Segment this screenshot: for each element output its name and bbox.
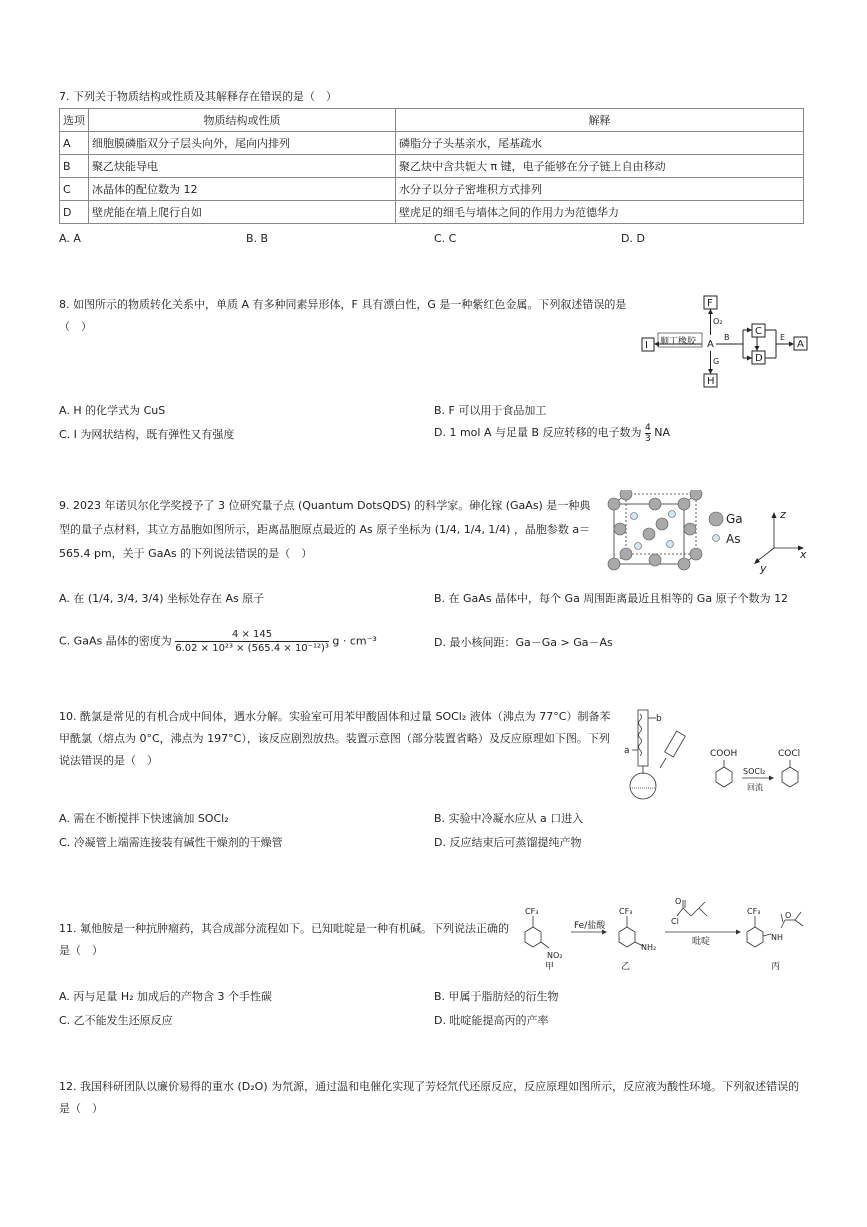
q7-option-a[interactable]: A. A xyxy=(59,232,81,245)
q8-label-a: A xyxy=(707,339,714,350)
q8-option-b[interactable]: B. F 可以用于食品加工 xyxy=(434,404,547,417)
q9-option-c-fraction xyxy=(175,628,329,655)
q8-label-o2: O₂ xyxy=(713,317,723,326)
q7-table xyxy=(59,108,804,224)
q11-cf3-jia: CF₃ xyxy=(525,907,539,916)
q8-label-g: G xyxy=(713,357,720,366)
q9-stem-text: 9. 2023 年诺贝尔化学奖授予了 3 位研究量子点 (Quantum DotsQDS) 的科学家。砷化镓 (GaAs) 是一种典型的量子点材料，其立方晶胞如图所示，距离晶胞原点最近的 As 原子坐标为 xyxy=(59,499,591,536)
q8-conversion-diagram xyxy=(636,292,816,392)
q9-stem-text-2: ，晶胞参数 a＝565.4 pm，关于 GaAs 的下列说法错误的是（ ） xyxy=(59,523,591,560)
q8-option-d-text: D. 1 mol A 与足量 B 反应转移的电子数为 xyxy=(434,426,642,439)
q9-option-a-text: A. 在 xyxy=(59,592,85,605)
q12-stem: 12. 我国科研团队以廉价易得的重水 (D₂O) 为氘源，通过温和电催化实现了芳烃氘代还原反应，反应原理如图所示，反应液为酸性环境。下列叙述错误的是（ ） xyxy=(59,1080,800,1115)
q9-legend-ga: Ga xyxy=(726,512,743,526)
table-header-row xyxy=(60,109,804,132)
q10-label-a: a xyxy=(624,746,630,756)
fraction-numerator: 4 × 145 xyxy=(175,628,329,642)
q8-option-d-fraction xyxy=(645,423,651,444)
q8-label-e: E xyxy=(780,333,786,342)
q11-cf3-bing: CF₃ xyxy=(747,907,761,916)
q10-option-d[interactable]: D. 反应结束后可蒸馏提纯产物 xyxy=(434,836,582,849)
q10-apparatus-diagram xyxy=(622,704,822,802)
q11-reagent-1: Fe/盐酸 xyxy=(574,921,606,931)
q11-cf3-yi: CF₃ xyxy=(619,907,633,916)
q9-option-c-unit: g · cm⁻³ xyxy=(332,634,377,648)
table-cell: C xyxy=(60,178,89,201)
q11-stem: 11. 氟他胺是一种抗肿瘤药，其合成部分流程如下。已知吡啶是一种有机碱。下列说法正确的是（ ） xyxy=(59,922,509,957)
q8-option-d-unit: NA xyxy=(654,426,671,439)
table-cell: 聚乙炔能导电 xyxy=(89,155,396,178)
q7-option-d[interactable]: D. D xyxy=(621,232,645,245)
q11-label-bing: 丙 xyxy=(771,962,781,972)
q9-as-coordinate: (1/4, 1/4, 1/4) xyxy=(434,523,511,536)
q9-axis-z: z xyxy=(780,508,786,521)
q9-option-c[interactable] xyxy=(59,628,377,655)
q11-o-acyl: O xyxy=(675,897,682,906)
q9-option-b[interactable]: B. 在 GaAs 晶体中，每个 Ga 周围距离最近且相等的 Ga 原子个数为 12 xyxy=(434,592,789,605)
q10-condition: 回流 xyxy=(747,783,763,792)
q8-option-c[interactable]: C. I 为网状结构，既有弹性又有强度 xyxy=(59,428,235,441)
q11-cl: Cl xyxy=(671,917,679,926)
q8-label-h: H xyxy=(707,376,715,387)
q8-label-f: F xyxy=(707,298,713,309)
q11-synthesis-scheme xyxy=(515,896,815,976)
q10-label-cooh: COOH xyxy=(710,749,738,759)
q11-no2: NO₂ xyxy=(547,951,563,960)
q10-option-b[interactable]: B. 实验中冷凝水应从 a 口进入 xyxy=(434,812,584,825)
q9-option-c-text: C. GaAs 晶体的密度为 xyxy=(59,634,172,648)
q8-stem: 8. 如图所示的物质转化关系中，单质 A 有多种同素异形体，F 具有漂白性，G 是一种紫红色金属。下列叙述错误的是（ ） xyxy=(59,298,627,333)
table-header: 物质结构或性质 xyxy=(89,109,396,132)
table-cell: A xyxy=(60,132,89,155)
q8-label-a2: A xyxy=(797,339,804,350)
q11-option-a[interactable]: A. 丙与足量 H₂ 加成后的产物含 3 个手性碳 xyxy=(59,990,272,1003)
q11-option-d[interactable]: D. 吡啶能提高丙的产率 xyxy=(434,1014,549,1027)
q8-label-rubber: 顺丁橡胶 xyxy=(660,337,697,347)
q9-option-a-text-2: 坐标处存在 As 原子 xyxy=(167,592,265,605)
q9-axis-y: y xyxy=(760,562,767,575)
q7-stem: 7. 下列关于物质结构或性质及其解释存在错误的是（ ） xyxy=(59,90,337,103)
q9-stem xyxy=(59,494,599,566)
q11-nh: NH xyxy=(771,933,783,942)
q11-reagent-2: 吡啶 xyxy=(692,937,711,947)
table-row xyxy=(60,155,804,178)
fraction-denominator: 3 xyxy=(645,433,651,444)
q9-option-d[interactable]: D. 最小核间距：Ga－Ga > Ga－As xyxy=(434,636,613,649)
table-header: 选项 xyxy=(60,109,89,132)
q11-nh2: NH₂ xyxy=(641,943,657,952)
table-cell: 壁虎能在墙上爬行自如 xyxy=(89,201,396,224)
q8-option-d[interactable] xyxy=(434,421,670,445)
q7-option-b[interactable]: B. B xyxy=(246,232,269,245)
q9-option-a[interactable] xyxy=(59,590,264,606)
q11-label-yi: 乙 xyxy=(621,962,631,972)
table-row xyxy=(60,201,804,224)
q11-o-amide: O xyxy=(785,911,792,920)
q9-legend-as: As xyxy=(726,532,741,546)
q10-stem: 10. 酰氯是常见的有机合成中间体，遇水分解。实验室可用苯甲酸固体和过量 SOCl₂ 液体（沸点为 77°C）制备苯甲酰氯（熔点为 0°C，沸点为 197°C），该反应剧烈放热。装置示意图（部分装置省略）及反应原理如下图。下列说法错误的是（ ） xyxy=(59,710,611,767)
fraction-denominator: 6.02 × 10²³ × (565.4 × 10⁻¹²)³ xyxy=(175,643,329,654)
q10-option-c[interactable]: C. 冷凝管上端需连接装有碱性干燥剂的干燥管 xyxy=(59,836,283,849)
q8-label-d: D xyxy=(755,353,763,364)
q8-label-b: B xyxy=(724,333,730,342)
table-cell: 水分子以分子密堆积方式排列 xyxy=(396,178,804,201)
table-cell: 冰晶体的配位数为 12 xyxy=(89,178,396,201)
q10-reagent: SOCl₂ xyxy=(743,767,766,776)
q8-label-c: C xyxy=(755,326,762,337)
table-cell: 细胞膜磷脂双分子层头向外，尾向内排列 xyxy=(89,132,396,155)
q9-option-a-coordinate: (1/4, 3/4, 3/4) xyxy=(87,592,164,605)
table-cell: B xyxy=(60,155,89,178)
q9-axis-x: x xyxy=(800,548,807,561)
fraction-numerator: 4 xyxy=(645,422,651,433)
table-cell: 磷脂分子头基亲水，尾基疏水 xyxy=(396,132,804,155)
q10-label-b: b xyxy=(656,714,662,724)
table-row xyxy=(60,178,804,201)
table-row xyxy=(60,132,804,155)
q11-label-jia: 甲 xyxy=(545,962,555,972)
table-cell: 聚乙炔中含共轭大 π 键，电子能够在分子链上自由移动 xyxy=(396,155,804,178)
q7-option-c[interactable]: C. C xyxy=(434,232,457,245)
q8-label-i: I xyxy=(645,340,648,351)
q9-unit-cell-diagram xyxy=(600,490,820,580)
q11-option-c[interactable]: C. 乙不能发生还原反应 xyxy=(59,1014,173,1027)
table-cell: D xyxy=(60,201,89,224)
table-cell: 壁虎足的细毛与墙体之间的作用力为范德华力 xyxy=(396,201,804,224)
q11-option-b[interactable]: B. 甲属于脂肪烃的衍生物 xyxy=(434,990,559,1003)
q10-label-cocl: COCl xyxy=(778,749,801,759)
q8-option-a[interactable]: A. H 的化学式为 CuS xyxy=(59,404,166,417)
table-header: 解释 xyxy=(396,109,804,132)
q10-option-a[interactable]: A. 需在不断搅拌下快速滴加 SOCl₂ xyxy=(59,812,229,825)
